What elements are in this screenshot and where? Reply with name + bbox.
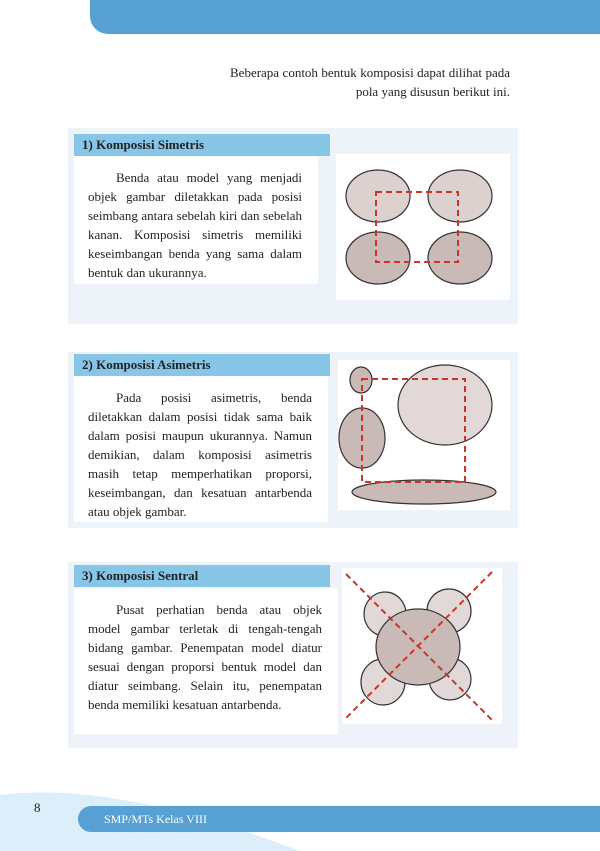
ellipse-top-right	[428, 170, 492, 222]
section-text-central	[74, 588, 338, 734]
figure-central-svg	[342, 568, 502, 724]
flat-ellipse	[352, 480, 496, 504]
page-number: 8	[34, 800, 41, 815]
footer-book-title: SMP/MTs Kelas VIII	[104, 812, 207, 826]
ellipse-top-left	[346, 170, 410, 222]
section-text-central-body: Pusat perhatian benda atau objek model gambar terletak di tengah-tengah bidang gambar. Penempatan model diatur sesuai dengan proporsi bentuk model dan diatur seimbang. Selain itu, penempatan benda memiliki kesatuan antarbenda.	[88, 602, 322, 712]
section-title-asymmetric: 2) Komposisi Asimetris	[74, 354, 330, 376]
ellipse-bottom-right	[428, 232, 492, 284]
section-title-central: 3) Komposisi Sentral	[74, 565, 330, 587]
figure-asymmetric-svg	[338, 360, 510, 510]
intro-paragraph: Beberapa contoh bentuk komposisi dapat dilihat pada pola yang disusun berikut ini.	[230, 65, 510, 99]
figure-symmetric	[336, 154, 510, 300]
section-text-symmetric	[74, 156, 318, 284]
large-circle	[398, 365, 492, 445]
section-text-asymmetric	[74, 376, 328, 522]
figure-symmetric-svg	[336, 154, 510, 300]
header-bar	[90, 0, 600, 34]
ellipse-bottom-left	[346, 232, 410, 284]
figure-asymmetric	[338, 360, 510, 510]
section-text-symmetric-body: Benda atau model yang menjadi objek gambar diletakkan pada posisi seimbang antara sebelah kiri dan sebelah kanan. Komposisi simetris memiliki keseimbangan benda yang sama dalam bentuk dan ukurannya.	[88, 170, 302, 280]
figure-central	[342, 568, 502, 724]
section-text-asymmetric-body: Pada posisi asimetris, benda diletakkan dalam posisi tidak sama baik dalam posisi maupun ukurannya. Namun demikian, dalam komposisi asimetris masih tetap memperhatikan proporsi, keseimbangan, dan kesatuan antarbenda atau objek gambar.	[88, 390, 312, 519]
section-title-symmetric: 1) Komposisi Simetris	[74, 134, 330, 156]
